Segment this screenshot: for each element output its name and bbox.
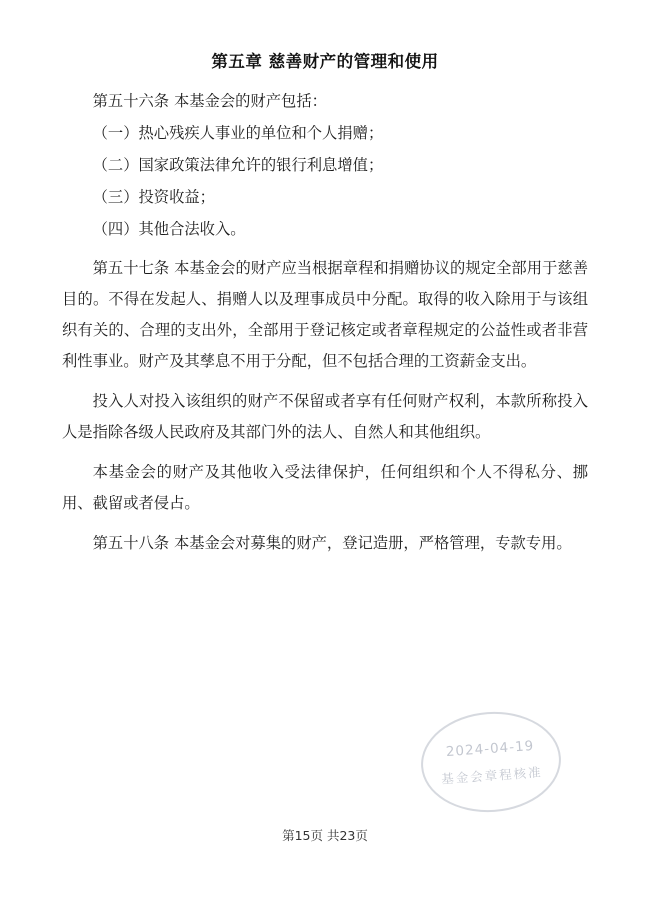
paragraph-contributor-rights: 投入人对投入该组织的财产不保留或者享有任何财产权利，本款所称投入人是指除各级人民政府及其部门外的法人、自然人和其他组织。 xyxy=(62,392,588,441)
list-item-4: （四）其他合法收入。 xyxy=(92,219,246,238)
page-footer: 第15页 共23页 xyxy=(282,828,368,843)
page-title: 第五章 慈善财产的管理和使用 xyxy=(211,52,439,71)
list-item-1: （一）热心残疾人事业的单位和个人捐赠； xyxy=(92,123,384,142)
paragraph-article-57: 第五十七条 本基金会的财产应当根据章程和捐赠协议的规定全部用于慈善目的。不得在发起人、捐赠人以及理事成员中分配。取得的收入除用于与该组织有关的、合理的支出外，全部用于登记核定或者章程规定的公益性或者非营利性事业。财产及其孳息不用于分配，但不包括合理的工资薪金支出。 xyxy=(62,259,588,371)
paragraph-article-56-intro: 第五十六条 本基金会的财产包括： xyxy=(92,92,327,110)
list-item-3: （三）投资收益； xyxy=(92,187,215,206)
seal-text: 基金会章程核准 xyxy=(440,763,544,786)
paragraph-article-58: 第五十八条 本基金会对募集的财产，登记造册，严格管理，专款专用。 xyxy=(92,533,572,552)
seal-date: 2024-04-19 xyxy=(445,737,535,760)
approval-seal xyxy=(418,707,565,817)
paragraph-property-protection: 本基金会的财产及其他收入受法律保护，任何组织和个人不得私分、挪用、截留或者侵占。 xyxy=(62,462,588,512)
list-item-2: （二）国家政策法律允许的银行利息增值； xyxy=(92,155,384,174)
